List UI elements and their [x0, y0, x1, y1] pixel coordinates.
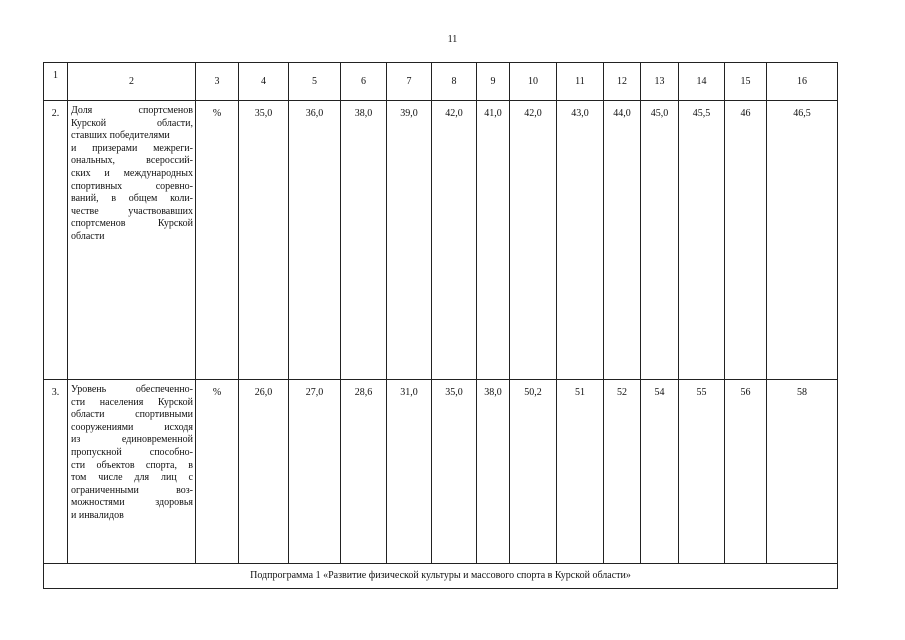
indicator-name-line: спортивных соревно-	[71, 180, 193, 192]
value-cell: 43,0	[557, 101, 604, 380]
value-cell: 54	[641, 380, 679, 564]
value-cell: 42,0	[510, 101, 557, 380]
indicator-name-line: ваний, в общем коли-	[71, 193, 193, 205]
header-cell: 16	[767, 63, 838, 101]
value-cell: 35,0	[432, 380, 477, 564]
value-cell: 31,0	[387, 380, 432, 564]
indicator-name-line: и инвалидов	[71, 509, 124, 521]
value-cell: 46	[725, 101, 767, 380]
value-cell: 36,0	[289, 101, 341, 380]
header-cell: 9	[477, 63, 510, 101]
subprogram-title: Подпрограмма 1 «Развитие физической культуры и массового спорта в Курской области»	[44, 564, 838, 589]
indicator-name-line: можностями здоровья	[71, 497, 193, 509]
header-cell: 2	[68, 63, 196, 101]
table-row	[44, 380, 838, 564]
header-cell: 6	[341, 63, 387, 101]
header-cell: 12	[604, 63, 641, 101]
value-cell: 44,0	[604, 101, 641, 380]
indicator-name-line: сти объектов спорта, в	[71, 459, 193, 471]
indicator-name-line: Уровень обеспеченно-	[71, 384, 193, 395]
indicator-name	[68, 380, 196, 564]
indicator-name-line: том числе для лиц с	[71, 472, 193, 484]
indicator-name-line: области спортивными	[71, 409, 193, 421]
indicators-table	[43, 62, 838, 589]
indicator-name-line: ставших победителями	[71, 130, 170, 142]
indicator-name-line: и призерами межреги-	[71, 142, 193, 154]
subprogram-row	[44, 564, 838, 589]
value-cell: 41,0	[477, 101, 510, 380]
header-cell: 15	[725, 63, 767, 101]
value-cell: 45,5	[679, 101, 725, 380]
indicator-name-line: честве участвовавших	[71, 205, 193, 217]
indicator-name-line: сти населения Курской	[71, 396, 193, 408]
value-cell: 46,5	[767, 101, 838, 380]
value-cell: 45,0	[641, 101, 679, 380]
header-cell: 13	[641, 63, 679, 101]
value-cell: 55	[679, 380, 725, 564]
header-cell: 4	[239, 63, 289, 101]
value-cell: 39,0	[387, 101, 432, 380]
indicator-name-line: ональных, всероссий-	[71, 155, 193, 167]
indicator-name-line: ограниченными воз-	[71, 484, 193, 496]
row-number: 2.	[44, 101, 68, 380]
indicator-name-line: ских и международных	[71, 167, 193, 179]
header-cell: 14	[679, 63, 725, 101]
header-cell: 3	[196, 63, 239, 101]
value-cell: 42,0	[432, 101, 477, 380]
indicator-name-line: Курской области,	[71, 117, 193, 129]
indicator-name-line: пропускной способно-	[71, 446, 193, 458]
indicator-name-line: из единовременной	[71, 434, 193, 446]
header-row	[44, 63, 838, 101]
header-cell: 5	[289, 63, 341, 101]
unit-cell: %	[196, 380, 239, 564]
header-cell: 7	[387, 63, 432, 101]
value-cell: 27,0	[289, 380, 341, 564]
value-cell: 51	[557, 380, 604, 564]
value-cell: 58	[767, 380, 838, 564]
table-row	[44, 101, 838, 380]
header-cell: 11	[557, 63, 604, 101]
indicator-name-line: сооружениями исходя	[71, 421, 193, 433]
header-cell: 10	[510, 63, 557, 101]
value-cell: 35,0	[239, 101, 289, 380]
value-cell: 52	[604, 380, 641, 564]
row-number: 3.	[44, 380, 68, 564]
page-number: 11	[447, 34, 458, 45]
indicator-name-line: спортсменов Курской	[71, 218, 193, 230]
header-cell: 1	[44, 63, 68, 101]
value-cell: 38,0	[477, 380, 510, 564]
value-cell: 26,0	[239, 380, 289, 564]
value-cell: 56	[725, 380, 767, 564]
unit-cell: %	[196, 101, 239, 380]
indicator-name-line: области	[71, 230, 105, 242]
value-cell: 28,6	[341, 380, 387, 564]
indicator-name	[68, 101, 196, 380]
indicator-name-line: Доля спортсменов	[71, 105, 193, 116]
header-cell: 8	[432, 63, 477, 101]
value-cell: 50,2	[510, 380, 557, 564]
value-cell: 38,0	[341, 101, 387, 380]
